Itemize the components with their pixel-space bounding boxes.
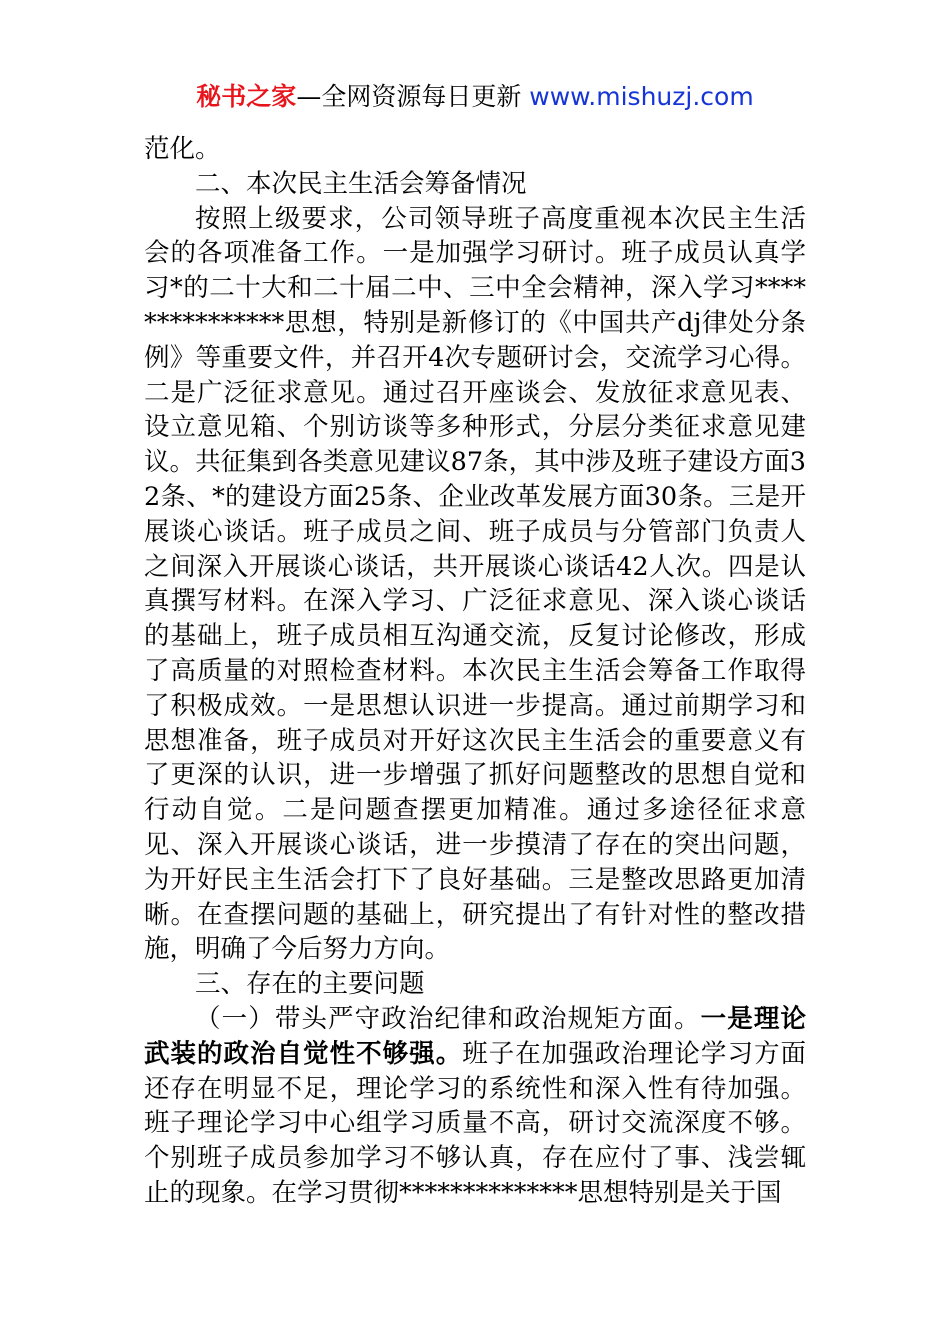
- site-header: [0, 80, 950, 114]
- site-brand: 秘书之家: [196, 82, 297, 111]
- section-heading-3: 三、存在的主要问题: [195, 969, 425, 1000]
- paragraph-preparation: 按照上级要求，公司领导班子高度重视本次民主生活会的各项准备工作。一是加强学习研讨。班子成员认真学习*的二十大和二十届二中、三中全会精神，深入学习***************思想，特别是新修订的《中国共产dj律处分条例》等重要文件，并召开4次专题研讨会，交流学习心得。二是广泛征求意见。通过召开座谈会、发放征求意见表、设立意见箱、个别访谈等多种形式，分层分类征求意见建议。共征集到各类意见建议87条，其中涉及班子建设方面32条、*的建设方面25条、企业改革发展方面30条。三是开展谈心谈话。班子成员之间、班子成员与分管部门负责人之间深入开展谈心谈话，共开展谈心谈话42人次。四是认真撰写材料。在深入学习、广泛征求意见、深入谈心谈话的基础上，班子成员相互沟通交流，反复讨论修改，形成了高质量的对照检查材料。本次民主生活会筹备工作取得了积极成效。一是思想认识进一步提高。通过前期学习和思想准备，班子成员对开好这次民主生活会的重要意义有了更深的认识，进一步增强了抓好问题整改的思想自觉和行动自觉。二是问题查摆更加精准。通过多途径征求意见、深入开展谈心谈话，进一步摸清了存在的突出问题，为开好民主生活会打下了良好基础。三是整改思路更加清晰。在查摆问题的基础上，研究提出了有针对性的整改措施，明确了今后努力方向。: [144, 203, 806, 965]
- paragraph-text: 班子在加强政治理论学习方面还存在明显不足，理论学习的系统性和深入性有待加强。班子理论学习中心组学习质量不高，研讨交流深度不够。个别班子成员参加学习不够认真，存在应付了事、浅尝辄止的现象。在学习贯彻**************思想特别是关于国: [144, 1038, 806, 1208]
- document-body: [144, 132, 806, 1211]
- paragraph-problems: [144, 1002, 806, 1211]
- section-heading-2: 二、本次民主生活会筹备情况: [195, 168, 527, 199]
- site-tagline: —全网资源每日更新: [296, 82, 530, 111]
- site-url[interactable]: www.mishuzj.com: [529, 82, 754, 111]
- paragraph-continuation: 范化。: [144, 134, 221, 164]
- emphasis-point: 一是理论武装的政治自觉性不够强。: [144, 1003, 806, 1069]
- subsection-lead: （一）带头严守政治纪律和政治规矩方面。: [195, 1003, 701, 1034]
